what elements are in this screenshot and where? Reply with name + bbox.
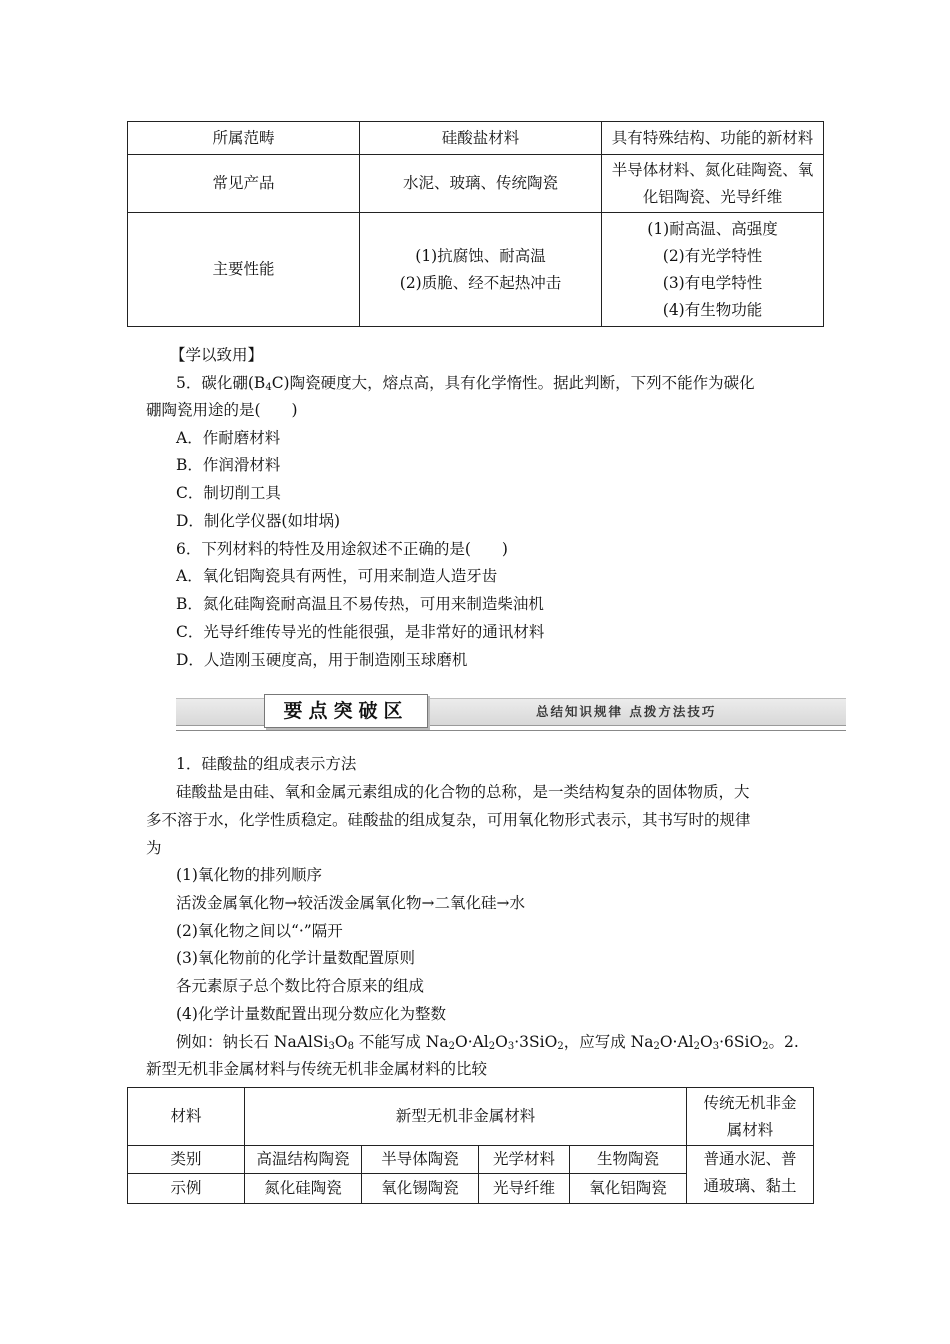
text-run: 不能写成 Na bbox=[353, 1033, 449, 1051]
paragraph-line: 为 bbox=[146, 839, 162, 857]
table-cell: 水泥、玻璃、传统陶瓷 bbox=[360, 155, 602, 213]
table-row bbox=[128, 1146, 814, 1174]
option-b: B．作润滑材料 bbox=[176, 456, 281, 474]
subscript: 2 bbox=[557, 1041, 564, 1052]
cell-line: (2)质脆、经不起热冲击 bbox=[399, 273, 562, 292]
text-run: 。2. bbox=[768, 1033, 799, 1051]
cell-line: 普通水泥、普 bbox=[703, 1150, 797, 1168]
divider bbox=[176, 730, 846, 731]
table-header-cell bbox=[687, 1088, 814, 1146]
text-run: O bbox=[495, 1033, 508, 1051]
option-a: A．作耐磨材料 bbox=[176, 429, 281, 447]
cell-line: (1)耐高温、高强度 bbox=[647, 219, 778, 238]
paragraph-line: 多不溶于水，化学性质稳定。硅酸盐的组成复杂，可用氧化物形式表示，其书写时的规律 bbox=[146, 811, 751, 829]
table-cell: 主要性能 bbox=[128, 213, 360, 327]
subscript: 4 bbox=[265, 382, 272, 393]
table-cell: 半导体陶瓷 bbox=[362, 1146, 479, 1174]
cell-line: 半导体材料、氮化硅陶瓷、氧 bbox=[611, 160, 814, 179]
option-c: C．制切削工具 bbox=[176, 484, 281, 502]
paragraph-line: 硅酸盐是由硅、氧和金属元素组成的化合物的总称，是一类结构复杂的固体物质，大 bbox=[176, 783, 750, 801]
table-cell bbox=[360, 213, 602, 327]
cell-line: (3)有电学特性 bbox=[662, 273, 763, 292]
rule-item: (2)氧化物之间以“·”隔开 bbox=[176, 922, 343, 940]
rule-item: (4)化学计量数配置出现分数应化为整数 bbox=[176, 1005, 446, 1023]
rule-item: 活泼金属氧化物→较活泼金属氧化物→二氧化硅→水 bbox=[176, 894, 525, 912]
subscript: 2 bbox=[488, 1041, 496, 1052]
subscript: 2 bbox=[762, 1041, 769, 1052]
rule-item: 各元素原子总个数比符合原来的组成 bbox=[176, 977, 425, 995]
cell-line: (4)有生物功能 bbox=[662, 300, 763, 319]
option-b: B．氮化硅陶瓷耐高温且不易传热，可用来制造柴油机 bbox=[176, 595, 544, 613]
option-c: C．光导纤维传导光的性能很强，是非常好的通讯材料 bbox=[176, 623, 545, 641]
table-cell bbox=[602, 155, 824, 213]
text-run: ，应写成 Na bbox=[563, 1033, 654, 1051]
option-d: D．人造刚玉硬度高，用于制造刚玉球磨机 bbox=[176, 651, 468, 669]
option-a: A．氧化铝陶瓷具有两性，可用来制造人造牙齿 bbox=[176, 567, 498, 585]
banner-tagline: 总结知识规律 点拨方法技巧 bbox=[536, 704, 717, 719]
cell-line: (1)抗腐蚀、耐高温 bbox=[415, 246, 546, 265]
cell-line: 属材料 bbox=[726, 1120, 774, 1139]
table-cell: 高温结构陶瓷 bbox=[245, 1146, 362, 1174]
table-cell: 示例 bbox=[128, 1174, 245, 1204]
table-row bbox=[128, 122, 824, 155]
subscript: 2 bbox=[653, 1041, 660, 1052]
cell-line: 化铝陶瓷、光导纤维 bbox=[642, 187, 783, 206]
table-cell: 常见产品 bbox=[128, 155, 360, 213]
text-run: ·3SiO bbox=[514, 1033, 558, 1051]
option-d: D．制化学仪器(如坩埚) bbox=[176, 512, 341, 530]
table-cell: 光导纤维 bbox=[479, 1174, 570, 1204]
table-header-cell: 材料 bbox=[128, 1088, 245, 1146]
section-title: 新型无机非金属材料与传统无机非金属材料的比较 bbox=[146, 1060, 488, 1078]
practice-heading: 【学以致用】 bbox=[170, 346, 264, 364]
subscript: 8 bbox=[347, 1041, 354, 1052]
table-cell: 氮化硅陶瓷 bbox=[245, 1174, 362, 1204]
table-cell: 氧化铝陶瓷 bbox=[570, 1174, 687, 1204]
text-run: C)陶瓷硬度大，熔点高，具有化学惰性。据此判断，下列不能作为碳化 bbox=[271, 374, 755, 392]
text-run: 例如：钠长石 NaAlSi bbox=[176, 1033, 329, 1051]
table-header-cell: 具有特殊结构、功能的新材料 bbox=[602, 122, 824, 155]
section-title: 1．硅酸盐的组成表示方法 bbox=[176, 755, 357, 773]
table-cell bbox=[602, 213, 824, 327]
subscript: 3 bbox=[712, 1041, 720, 1052]
example-line bbox=[176, 1030, 799, 1052]
subscript: 3 bbox=[507, 1041, 515, 1052]
comparison-table-1 bbox=[127, 121, 824, 327]
table-header-cell: 所属范畴 bbox=[128, 122, 360, 155]
table-header-cell: 新型无机非金属材料 bbox=[245, 1088, 687, 1146]
subscript: 2 bbox=[448, 1041, 455, 1052]
text-run: 5．碳化硼(B bbox=[176, 374, 266, 392]
subscript: 3 bbox=[328, 1041, 335, 1052]
banner-title: 要点突破区 bbox=[264, 694, 428, 728]
table-cell bbox=[687, 1146, 814, 1204]
question-5-stem bbox=[176, 371, 755, 393]
cell-line: (2)有光学特性 bbox=[662, 246, 763, 265]
question-6-stem: 6．下列材料的特性及用途叙述不正确的是( ) bbox=[176, 540, 508, 558]
rule-item: (3)氧化物前的化学计量数配置原则 bbox=[176, 949, 415, 967]
text-run: ·6SiO bbox=[719, 1033, 763, 1051]
table-cell: 光学材料 bbox=[479, 1146, 570, 1174]
text-run: O·Al bbox=[659, 1033, 694, 1051]
comparison-table-2 bbox=[127, 1087, 814, 1204]
text-run: O·Al bbox=[454, 1033, 489, 1051]
table-row bbox=[128, 1088, 814, 1146]
cell-line: 传统无机非金 bbox=[703, 1093, 797, 1112]
text-run: O bbox=[699, 1033, 713, 1051]
table-row bbox=[128, 155, 824, 213]
table-cell: 生物陶瓷 bbox=[570, 1146, 687, 1174]
table-cell: 类别 bbox=[128, 1146, 245, 1174]
text-run: O bbox=[334, 1033, 348, 1051]
cell-line: 通玻璃、黏土 bbox=[703, 1177, 797, 1195]
subscript: 2 bbox=[693, 1041, 700, 1052]
section-banner bbox=[176, 694, 846, 732]
table-row bbox=[128, 213, 824, 327]
rule-item: (1)氧化物的排列顺序 bbox=[176, 866, 322, 884]
table-header-cell: 硅酸盐材料 bbox=[360, 122, 602, 155]
question-5-stem-cont: 硼陶瓷用途的是( ) bbox=[146, 401, 298, 419]
table-cell: 氧化锡陶瓷 bbox=[362, 1174, 479, 1204]
